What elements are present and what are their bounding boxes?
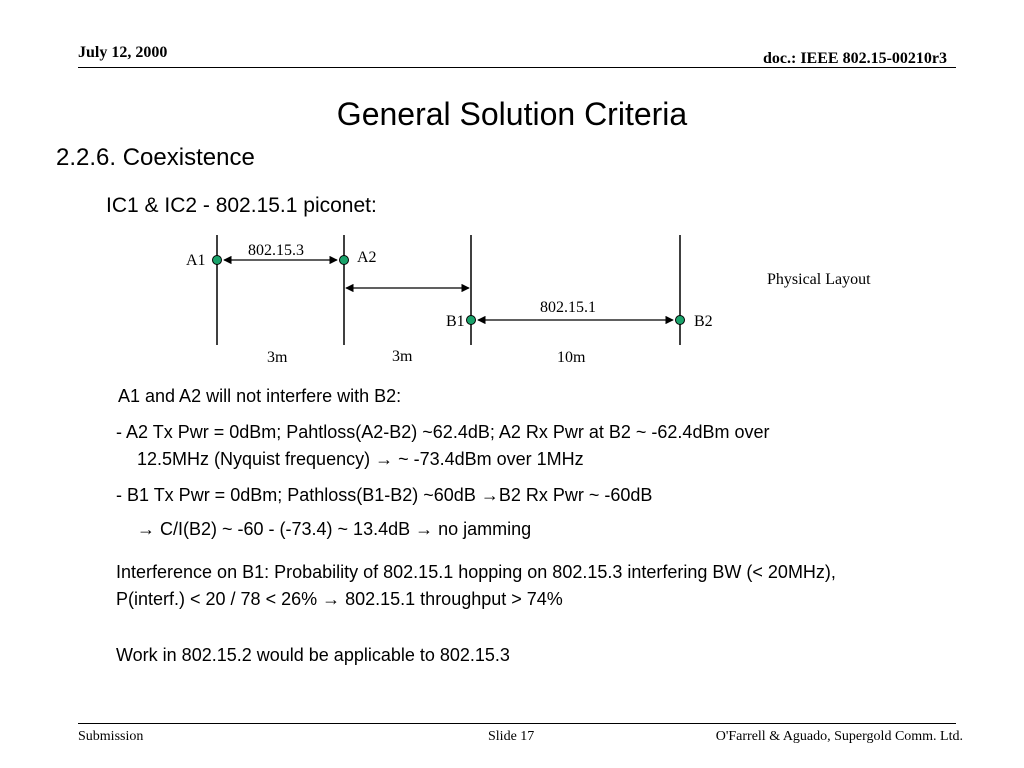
node-a1-dot: [213, 256, 222, 265]
slide-title: General Solution Criteria: [336, 96, 688, 132]
footer-slide-number: Slide 17: [488, 729, 535, 744]
node-a2-dot: [340, 256, 349, 265]
label-link-b: 802.15.1: [540, 299, 596, 316]
body-line-3: - B1 Tx Pwr = 0dBm; Pathloss(B1-B2) ~60dB →B2 Rx Pwr ~ -60dB: [116, 485, 653, 505]
subtitle: IC1 & IC2 - 802.15.1 piconet:: [106, 194, 377, 217]
body-line-2b: 12.5MHz (Nyquist frequency) → ~ -73.4dBm over 1MHz: [137, 449, 584, 469]
label-dist-b1-b2: 10m: [557, 349, 586, 366]
footer-submission: Submission: [78, 729, 144, 744]
footer-rule: [78, 723, 956, 724]
label-b2: B2: [694, 313, 713, 330]
label-link-a: 802.15.3: [248, 242, 304, 259]
body-line-2a: - A2 Tx Pwr = 0dBm; Pahtloss(A2-B2) ~62.4dB; A2 Rx Pwr at B2 ~ -62.4dBm over: [116, 422, 770, 442]
label-b1: B1: [446, 313, 465, 330]
header-doc-id: doc.: IEEE 802.15-00210r3: [763, 50, 947, 67]
label-a2: A2: [357, 249, 377, 266]
body-line-7: Work in 802.15.2 would be applicable to 802.15.3: [116, 645, 510, 665]
body-line-5: Interference on B1: Probability of 802.15.1 hopping on 802.15.3 interfering BW (< 20MHz),: [116, 562, 836, 582]
body-line-6: P(interf.) < 20 / 78 < 26% → 802.15.1 throughput > 74%: [116, 589, 563, 609]
label-dist-a2-b1: 3m: [392, 348, 413, 365]
body-line-1: A1 and A2 will not interfere with B2:: [118, 386, 402, 406]
header-date: July 12, 2000: [78, 44, 168, 61]
physical-layout-diagram: [0, 225, 1024, 375]
header-rule: [78, 67, 956, 68]
node-b2-dot: [676, 316, 685, 325]
body-line-4: → C/I(B2) ~ -60 - (-73.4) ~ 13.4dB → no jamming: [137, 519, 532, 539]
section-heading: 2.2.6. Coexistence: [56, 144, 255, 171]
label-physical-layout: Physical Layout: [767, 271, 871, 288]
footer-authors: O'Farrell & Aguado, Supergold Comm. Ltd.: [715, 729, 963, 744]
label-dist-a1-a2: 3m: [267, 349, 288, 366]
label-a1: A1: [186, 252, 206, 269]
node-b1-dot: [467, 316, 476, 325]
